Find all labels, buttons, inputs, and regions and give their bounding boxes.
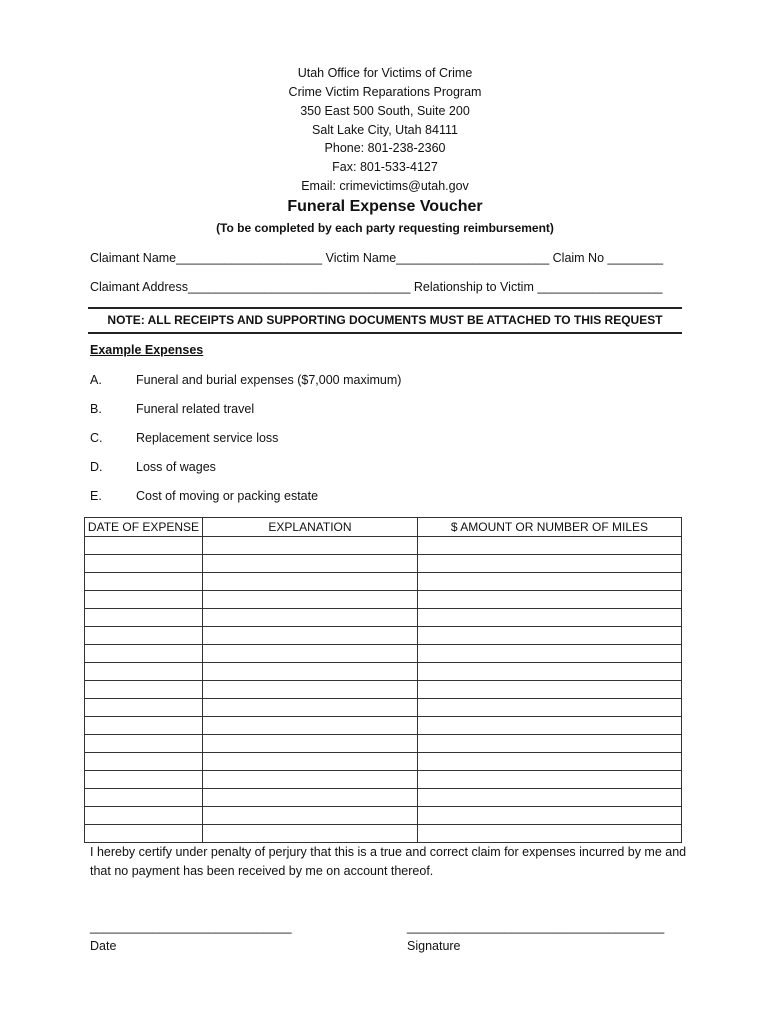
table-row bbox=[85, 573, 682, 591]
list-item-text: Funeral and burial expenses ($7,000 maximum) bbox=[136, 373, 402, 387]
explanation-cell[interactable] bbox=[203, 699, 418, 717]
explanation-cell[interactable] bbox=[203, 771, 418, 789]
list-item-letter: D. bbox=[90, 460, 103, 474]
table-row bbox=[85, 609, 682, 627]
address-relationship-fields[interactable]: Claimant Address________________________________ Relationship to Victim __________________ bbox=[90, 280, 663, 294]
form-subtitle: (To be completed by each party requesting reimbursement) bbox=[216, 221, 554, 235]
explanation-cell[interactable] bbox=[203, 753, 418, 771]
date-label: Date bbox=[90, 939, 117, 953]
list-item-text: Loss of wages bbox=[136, 460, 216, 474]
table-row bbox=[85, 663, 682, 681]
column-header-explanation: EXPLANATION bbox=[203, 518, 418, 537]
amount-cell[interactable] bbox=[418, 627, 682, 645]
list-item-letter: E. bbox=[90, 489, 102, 503]
amount-cell[interactable] bbox=[418, 609, 682, 627]
list-item-letter: A. bbox=[90, 373, 102, 387]
list-item-text: Funeral related travel bbox=[136, 402, 255, 416]
email-address: Email: crimevictims@utah.gov bbox=[301, 179, 469, 193]
amount-cell[interactable] bbox=[418, 573, 682, 591]
address-city: Salt Lake City, Utah 84111 bbox=[312, 123, 458, 137]
table-row bbox=[85, 735, 682, 753]
table-row bbox=[85, 825, 682, 843]
explanation-cell[interactable] bbox=[203, 825, 418, 843]
amount-cell[interactable] bbox=[418, 591, 682, 609]
fax-number: Fax: 801-533-4127 bbox=[332, 160, 438, 174]
amount-cell[interactable] bbox=[418, 717, 682, 735]
table-row bbox=[85, 771, 682, 789]
amount-cell[interactable] bbox=[418, 555, 682, 573]
agency-name: Utah Office for Victims of Crime bbox=[297, 66, 473, 80]
date-of-expense-cell[interactable] bbox=[85, 807, 203, 825]
attachment-note: NOTE: ALL RECEIPTS AND SUPPORTING DOCUMENTS MUST BE ATTACHED TO THIS REQUEST bbox=[88, 307, 682, 334]
table-row bbox=[85, 789, 682, 807]
date-of-expense-cell[interactable] bbox=[85, 825, 203, 843]
signature-line[interactable]: _____________________________________ bbox=[407, 920, 665, 934]
list-item-letter: B. bbox=[90, 402, 102, 416]
explanation-cell[interactable] bbox=[203, 789, 418, 807]
column-header-amount: $ AMOUNT OR NUMBER OF MILES bbox=[418, 518, 682, 537]
explanation-cell[interactable] bbox=[203, 807, 418, 825]
table-row bbox=[85, 753, 682, 771]
explanation-cell[interactable] bbox=[203, 627, 418, 645]
table-row bbox=[85, 537, 682, 555]
table-row bbox=[85, 627, 682, 645]
date-of-expense-cell[interactable] bbox=[85, 735, 203, 753]
date-of-expense-cell[interactable] bbox=[85, 591, 203, 609]
date-of-expense-cell[interactable] bbox=[85, 645, 203, 663]
amount-cell[interactable] bbox=[418, 699, 682, 717]
form-title: Funeral Expense Voucher bbox=[287, 198, 483, 215]
table-row bbox=[85, 555, 682, 573]
amount-cell[interactable] bbox=[418, 753, 682, 771]
table-header-row bbox=[85, 518, 682, 537]
amount-cell[interactable] bbox=[418, 645, 682, 663]
date-of-expense-cell[interactable] bbox=[85, 537, 203, 555]
expense-table bbox=[84, 517, 682, 843]
amount-cell[interactable] bbox=[418, 825, 682, 843]
explanation-cell[interactable] bbox=[203, 645, 418, 663]
explanation-cell[interactable] bbox=[203, 609, 418, 627]
date-of-expense-cell[interactable] bbox=[85, 753, 203, 771]
expense-table-body bbox=[85, 537, 682, 843]
date-of-expense-cell[interactable] bbox=[85, 717, 203, 735]
date-of-expense-cell[interactable] bbox=[85, 663, 203, 681]
table-row bbox=[85, 591, 682, 609]
table-row bbox=[85, 699, 682, 717]
explanation-cell[interactable] bbox=[203, 681, 418, 699]
date-of-expense-cell[interactable] bbox=[85, 555, 203, 573]
date-of-expense-cell[interactable] bbox=[85, 609, 203, 627]
explanation-cell[interactable] bbox=[203, 735, 418, 753]
claimant-victim-claim-fields[interactable]: Claimant Name_____________________ Victim Name______________________ Claim No ________ bbox=[90, 251, 664, 265]
explanation-cell[interactable] bbox=[203, 537, 418, 555]
amount-cell[interactable] bbox=[418, 771, 682, 789]
list-item-text: Cost of moving or packing estate bbox=[136, 489, 319, 503]
amount-cell[interactable] bbox=[418, 537, 682, 555]
amount-cell[interactable] bbox=[418, 807, 682, 825]
column-header-date: DATE OF EXPENSE bbox=[85, 518, 203, 537]
example-expenses-title: Example Expenses bbox=[90, 343, 204, 357]
list-item-letter: C. bbox=[90, 431, 103, 445]
date-of-expense-cell[interactable] bbox=[85, 699, 203, 717]
date-line[interactable]: _____________________________ bbox=[90, 920, 292, 934]
amount-cell[interactable] bbox=[418, 663, 682, 681]
certification-statement: I hereby certify under penalty of perjury that this is a true and correct claim for expenses incurred by me and that no payment has been received by me on account thereof. bbox=[90, 845, 687, 878]
amount-cell[interactable] bbox=[418, 735, 682, 753]
date-of-expense-cell[interactable] bbox=[85, 789, 203, 807]
list-item-text: Replacement service loss bbox=[136, 431, 279, 445]
date-of-expense-cell[interactable] bbox=[85, 681, 203, 699]
explanation-cell[interactable] bbox=[203, 591, 418, 609]
table-row bbox=[85, 645, 682, 663]
table-row bbox=[85, 681, 682, 699]
date-of-expense-cell[interactable] bbox=[85, 573, 203, 591]
amount-cell[interactable] bbox=[418, 789, 682, 807]
address-street: 350 East 500 South, Suite 200 bbox=[300, 104, 470, 118]
signature-label: Signature bbox=[407, 939, 461, 953]
table-row bbox=[85, 717, 682, 735]
table-row bbox=[85, 807, 682, 825]
date-of-expense-cell[interactable] bbox=[85, 771, 203, 789]
program-name: Crime Victim Reparations Program bbox=[288, 85, 482, 99]
amount-cell[interactable] bbox=[418, 681, 682, 699]
phone-number: Phone: 801-238-2360 bbox=[324, 141, 446, 155]
explanation-cell[interactable] bbox=[203, 573, 418, 591]
date-of-expense-cell[interactable] bbox=[85, 627, 203, 645]
explanation-cell[interactable] bbox=[203, 555, 418, 573]
explanation-cell[interactable] bbox=[203, 663, 418, 681]
explanation-cell[interactable] bbox=[203, 717, 418, 735]
